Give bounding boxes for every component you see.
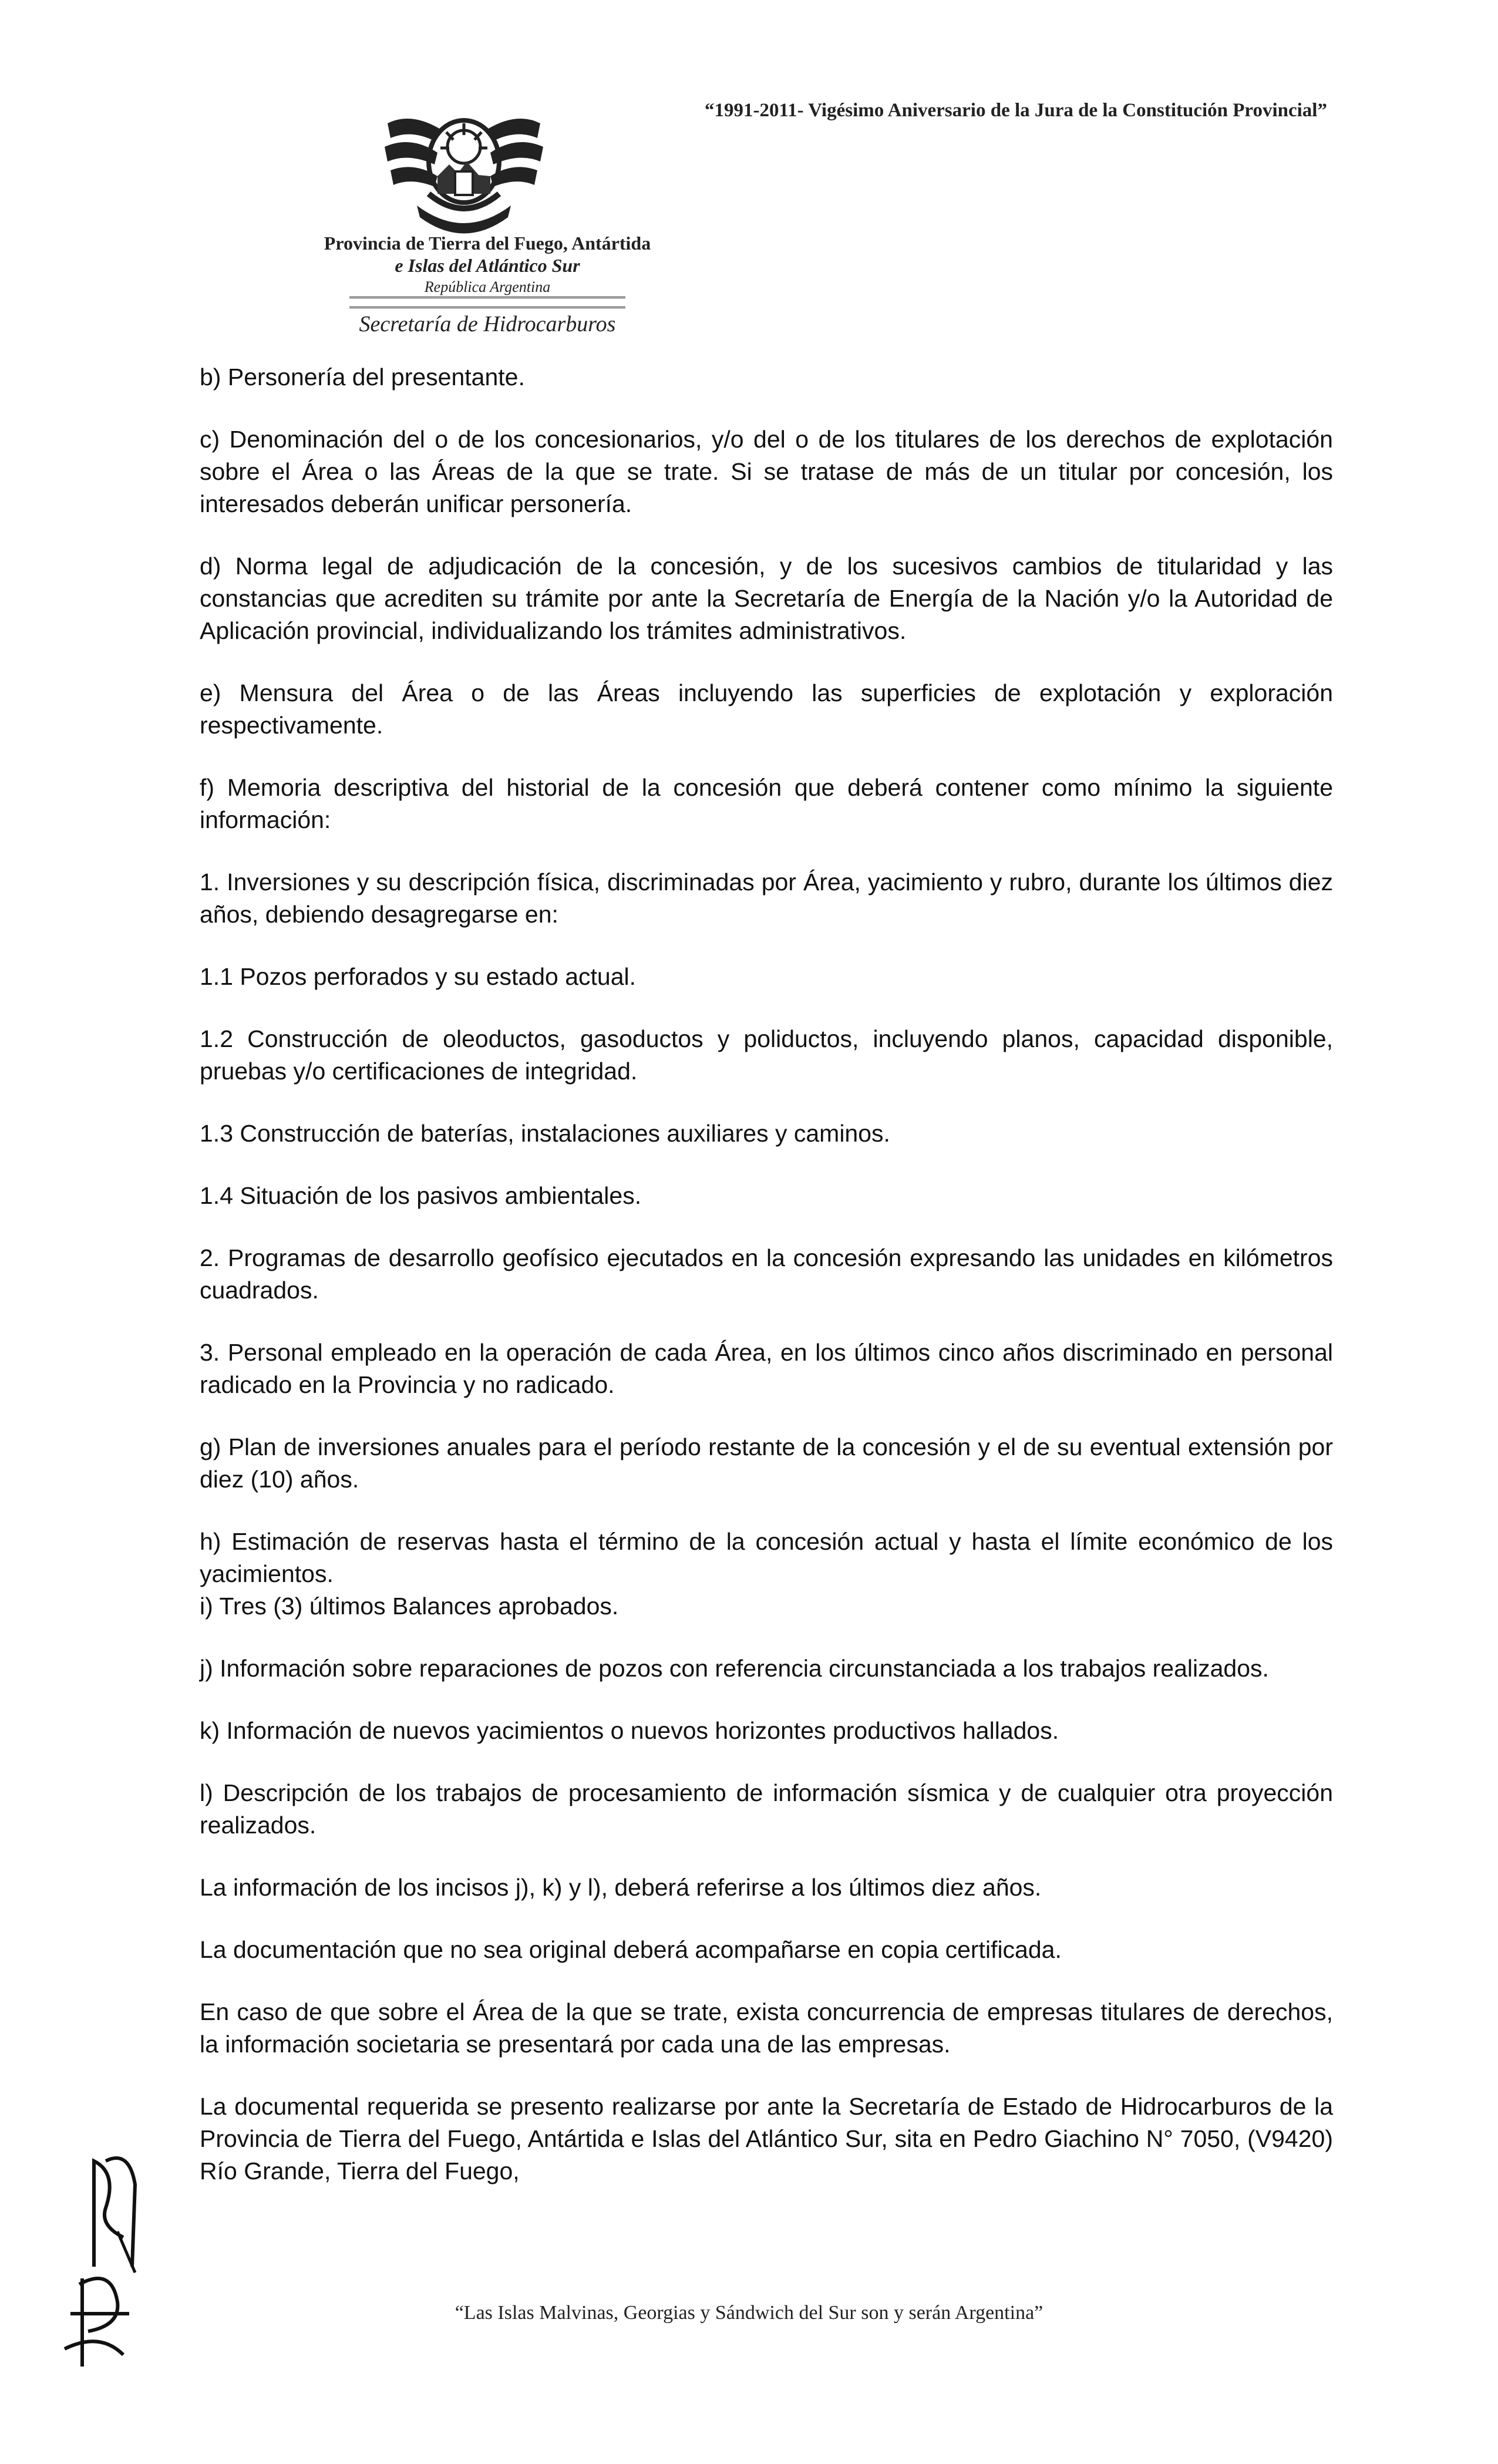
org-name-line2: e Islas del Atlántico Sur xyxy=(395,255,580,276)
paragraph: h) Estimación de reservas hasta el término de la concesión actual y hasta el límite económico de los yacimientos. xyxy=(200,1528,1333,1587)
paragraph: En caso de que sobre el Área de la que se trate, exista concurrencia de empresas titulares de derechos, la información societaria se presentará por cada una de las empresas. xyxy=(200,1998,1333,2058)
paragraph: i) Tres (3) últimos Balances aprobados. xyxy=(200,1593,619,1620)
paragraph: 1.4 Situación de los pasivos ambientales. xyxy=(200,1182,642,1209)
department-name: Secretaría de Hidrocarburos xyxy=(359,312,616,336)
paragraph: k) Información de nuevos yacimientos o nuevos horizontes productivos hallados. xyxy=(200,1717,1059,1744)
country-name: República Argentina xyxy=(424,278,551,295)
paragraph: c) Denominación del o de los concesionarios, y/o del o de los titulares de los derechos de explotación sobre el Área o las Áreas de la que se trate. Si se tratase de más de un titular por concesión, los interesados deberán unificar personería. xyxy=(200,426,1333,517)
paragraph: e) Mensura del Área o de las Áreas incluyendo las superficies de explotación y exploración respectivamente. xyxy=(200,679,1333,739)
paragraph: f) Memoria descriptiva del historial de la concesión que deberá contener como mínimo la siguiente información: xyxy=(200,774,1333,833)
paragraph: La documentación que no sea original deberá acompañarse en copia certificada. xyxy=(200,1936,1062,1963)
footer-motto: “Las Islas Malvinas, Georgias y Sándwich del Sur son y serán Argentina” xyxy=(455,2302,1043,2324)
paragraph: j) Información sobre reparaciones de pozos con referencia circunstanciada a los trabajos realizados. xyxy=(200,1655,1269,1682)
paragraph: La información de los incisos j), k) y l), deberá referirse a los últimos diez años. xyxy=(200,1874,1042,1901)
paragraph: 3. Personal empleado en la operación de cada Área, en los últimos cinco años discriminado en personal radicado en la Provincia y no radicado. xyxy=(200,1339,1333,1398)
paragraph: d) Norma legal de adjudicación de la concesión, y de los sucesivos cambios de titularidad y las constancias que acrediten su trámite por ante la Secretaría de Energía de la Nación y/o la Autoridad de Aplicación provincial, individualizando los trámites administrativos. xyxy=(200,553,1333,644)
handwritten-signature xyxy=(47,2138,147,2372)
paragraph: 2. Programas de desarrollo geofísico ejecutados en la concesión expresando las unidades en kilómetros cuadrados. xyxy=(200,1244,1333,1304)
header-divider xyxy=(349,297,625,308)
paragraph: La documental requerida se presento realizarse por ante la Secretaría de Estado de Hidrocarburos de la Provincia de Tierra del Fuego, Antártida e Islas del Atlántico Sur, sita en Pedro Giachino N° 7050, (V9420) Río Grande, Tierra del Fuego, xyxy=(200,2093,1333,2184)
paragraph: 1.2 Construcción de oleoductos, gasoductos y poliductos, incluyendo planos, capacidad disponible, pruebas y/o certificaciones de integridad. xyxy=(200,1025,1333,1085)
paragraph: g) Plan de inversiones anuales para el período restante de la concesión y el de su eventual extensión por diez (10) años. xyxy=(200,1433,1333,1493)
paragraph: b) Personería del presentante. xyxy=(200,363,525,391)
paragraph: 1.3 Construcción de baterías, instalaciones auxiliares y caminos. xyxy=(200,1120,890,1147)
paragraph: 1.1 Pozos perforados y su estado actual. xyxy=(200,963,637,990)
header-motto: “1991-2011- Vigésimo Aniversario de la Jura de la Constitución Provincial” xyxy=(705,100,1327,121)
org-name-line1: Provincia de Tierra del Fuego, Antártida xyxy=(324,233,651,254)
provincial-crest-emblem xyxy=(376,106,552,253)
paragraph: l) Descripción de los trabajos de procesamiento de información sísmica y de cualquier otra proyección realizados. xyxy=(200,1779,1333,1839)
document-body xyxy=(200,361,1333,2217)
paragraph: 1. Inversiones y su descripción física, discriminadas por Área, yacimiento y rubro, durante los últimos diez años, debiendo desagregarse en: xyxy=(200,869,1333,928)
